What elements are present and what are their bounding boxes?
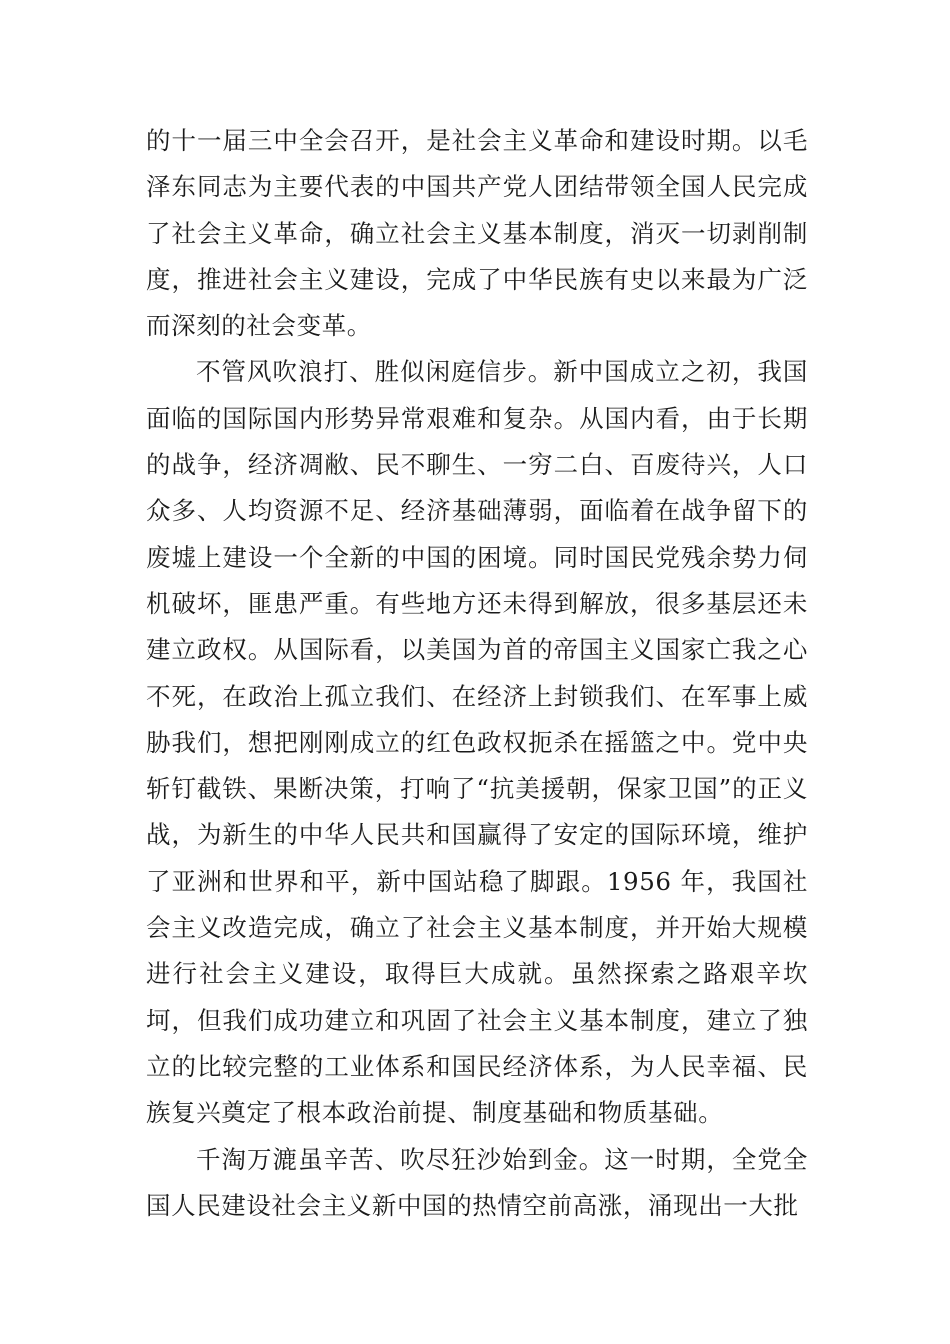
paragraph-construction-enthusiasm: 千淘万漉虽辛苦、吹尽狂沙始到金。这一时期，全党全国人民建设社会主义新中国的热情空前高涨，涌现出一大批 xyxy=(146,1144,808,1220)
document-body xyxy=(146,118,808,1229)
paragraph-new-china-founding: 不管风吹浪打、胜似闲庭信步。新中国成立之初，我国面临的国际国内形势异常艰难和复杂。从国内看，由于长期的战争，经济凋敝、民不聊生、一穷二白、百废待兴，人口众多、人均资源不足、经济基础薄弱，面临着在战争留下的废墟上建设一个全新的中国的困境。同时国民党残余势力伺机破坏，匪患严重。有些地方还未得到解放，很多基层还未建立政权。从国际看，以美国为首的帝国主义国家亡我之心不死，在政治上孤立我们、在经济上封锁我们、在军事上威胁我们，想把刚刚成立的红色政权扼杀在摇篮之中。党中央斩钉截铁、果断决策，打响了“抗美援朝，保家卫国”的正义战，为新生的中华人民共和国赢得了安定的国际环境，维护了亚洲和世界和平，新中国站稳了脚跟。1956 年，我国社会主义改造完成，确立了社会主义基本制度，并开始大规模进行社会主义建设，取得巨大成就。虽然探索之路艰辛坎坷，但我们成功建立和巩固了社会主义基本制度，建立了独立的比较完整的工业体系和国民经济体系，为人民幸福、民族复兴奠定了根本政治前提、制度基础和物质基础。 xyxy=(146,357,808,1128)
paragraph-continuation: 的十一届三中全会召开，是社会主义革命和建设时期。以毛泽东同志为主要代表的中国共产党人团结带领全国人民完成了社会主义革命，确立社会主义基本制度，消灭一切剥削制度，推进社会主义建设，完成了中华民族有史以来最为广泛而深刻的社会变革。 xyxy=(146,126,808,341)
